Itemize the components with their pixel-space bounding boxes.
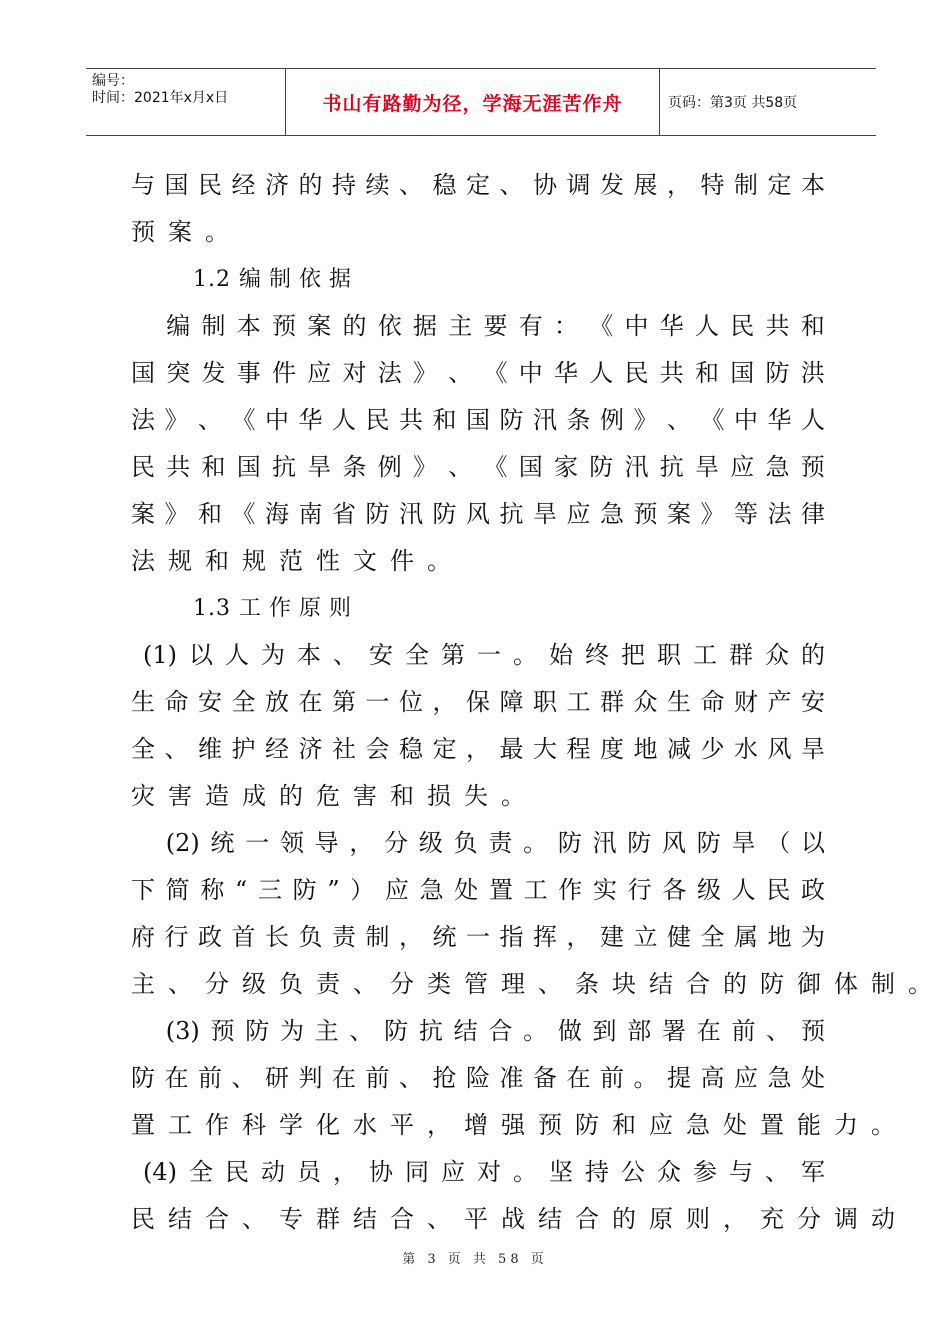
text-line: 主 、 分 级 负 责 、 分 类 管 理 、 条 块 结 合 的 防 御 体 制 。: [131, 970, 932, 998]
text-line: 法 规 和 规 范 性 文 件 。: [131, 547, 451, 575]
paragraph-1: [131, 162, 825, 256]
header-motto: 书山有路勤为径，学海无涯苦作舟: [286, 69, 660, 135]
text-line: 下 简 称 “ 三 防 ” ） 应 急 处 置 工 作 实 行 各 级 人 民 政: [131, 876, 825, 904]
time-label: 时间：2021年x月x日: [92, 90, 229, 106]
text-line: 国 突 发 事 件 应 对 法 》 、 《 中 华 人 民 共 和 国 防 洪: [131, 359, 825, 387]
heading-text: 工作原则: [239, 596, 360, 621]
paragraph-3: [131, 632, 825, 820]
text-line: 防 在 前 、 研 判 在 前 、 抢 险 准 备 在 前 。 提 高 应 急 处: [131, 1064, 825, 1092]
text-line: (1) 以 人 为 本 、 安 全 第 一 。 始 终 把 职 工 群 众 的: [143, 641, 825, 669]
text-line: 生 命 安 全 放 在 第 一 位 ， 保 障 职 工 群 众 生 命 财 产 安: [131, 688, 825, 716]
paragraph-6: [131, 1149, 895, 1243]
header-meta: [86, 69, 286, 135]
text-line: (3) 预 防 为 主 、 防 抗 结 合 。 做 到 部 署 在 前 、 预: [165, 1017, 825, 1045]
text-line: 民 结 合 、 专 群 结 合 、 平 战 结 合 的 原 则 ， 充 分 调 动: [131, 1205, 895, 1233]
section-heading-1-2: [131, 256, 825, 303]
text-line: (4) 全 民 动 员 ， 协 同 应 对 。 坚 持 公 众 参 与 、 军: [143, 1158, 825, 1186]
text-line: 民 共 和 国 抗 旱 条 例 》 、 《 国 家 防 汛 抗 旱 应 急 预: [131, 453, 825, 481]
page-footer: 第 3 页 共 58 页: [402, 1252, 548, 1267]
paragraph-5: [131, 1008, 895, 1149]
document-body: [131, 162, 932, 1243]
heading-number: 1.3: [193, 596, 231, 621]
text-line: 预 案 。: [131, 218, 229, 246]
page-header: [86, 68, 876, 136]
paragraph-2: [131, 303, 825, 585]
paragraph-4: [131, 820, 932, 1008]
text-line: 灾 害 造 成 的 危 害 和 损 失 。: [131, 782, 525, 810]
text-line: 全 、 维 护 经 济 社 会 稳 定 ， 最 大 程 度 地 减 少 水 风 旱: [131, 735, 825, 763]
text-line: 置 工 作 科 学 化 水 平 ， 增 强 预 防 和 应 急 处 置 能 力 。: [131, 1111, 895, 1139]
text-line: 案 》 和 《 海 南 省 防 汛 防 风 抗 旱 应 急 预 案 》 等 法 律: [131, 500, 825, 528]
text-line: (2) 统 一 领 导 ， 分 级 负 责 。 防 汛 防 风 防 旱 （ 以: [165, 829, 825, 857]
header-page-info: 页码：第3页 共58页: [668, 95, 798, 111]
heading-text: 编制依据: [239, 267, 360, 292]
section-heading-1-3: [131, 585, 825, 632]
number-label: 编号：: [92, 73, 134, 89]
text-line: 法 》 、 《 中 华 人 民 共 和 国 防 汛 条 例 》 、 《 中 华 人: [131, 406, 825, 434]
heading-number: 1.2: [193, 267, 231, 292]
text-line: 府 行 政 首 长 负 责 制 ， 统 一 指 挥 ， 建 立 健 全 属 地 为: [131, 923, 825, 951]
text-line: 与 国 民 经 济 的 持 续 、 稳 定 、 协 调 发 展 ， 特 制 定 本: [131, 171, 825, 199]
text-line: 编 制 本 预 案 的 依 据 主 要 有 ： 《 中 华 人 民 共 和: [166, 312, 825, 340]
